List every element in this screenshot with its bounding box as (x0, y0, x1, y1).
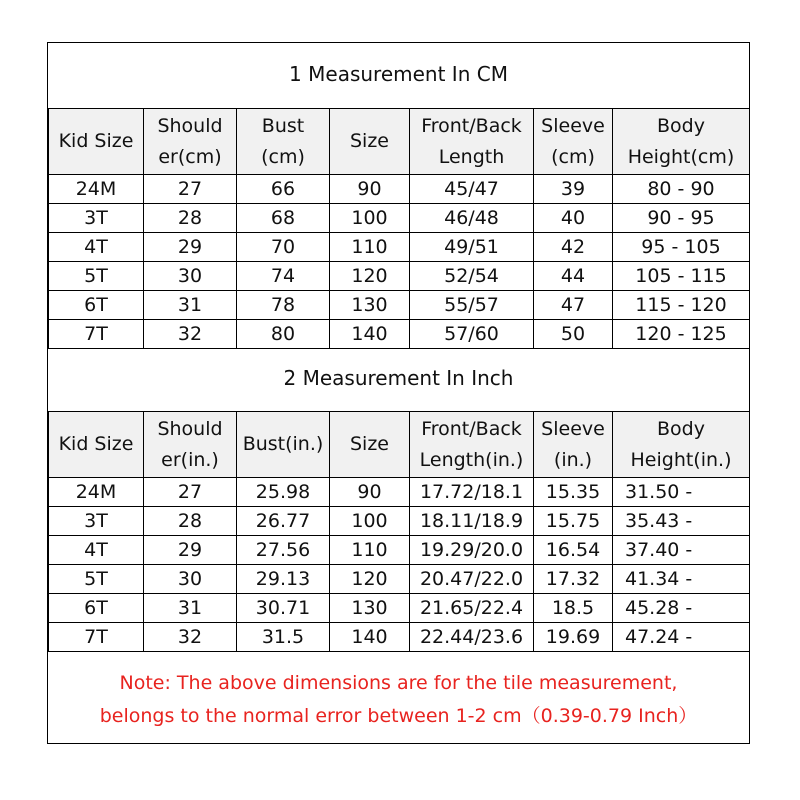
table-cell: 140 (330, 623, 410, 652)
inch-header-text: Size (349, 433, 389, 455)
inch-header-text: er(in.) (161, 448, 219, 471)
table-cell: 31.50 - (613, 478, 750, 507)
table-cell: 80 (237, 320, 330, 349)
table-cell: 47 (534, 291, 613, 320)
table-cell: 5T (49, 262, 144, 291)
cm-header-text: Height(cm) (627, 145, 735, 168)
table-cell: 20.47/22.0 (410, 565, 534, 594)
inch-size-table (48, 411, 750, 652)
table-cell: 29.13 (237, 565, 330, 594)
table-cell: 7T (49, 320, 144, 349)
table-row (49, 565, 750, 594)
table-cell: 90 - 95 (613, 204, 750, 233)
inch-header-text: Kid Size (58, 433, 134, 455)
table-row (49, 291, 750, 320)
table-cell: 19.29/20.0 (410, 536, 534, 565)
table-cell: 120 (330, 565, 410, 594)
table-cell: 47.24 - (613, 623, 750, 652)
table-cell: 45.28 - (613, 594, 750, 623)
cm-header-cell (613, 109, 750, 175)
cm-header-text: (cm) (551, 145, 595, 168)
cm-header-text: Size (349, 130, 389, 152)
table-cell: 66 (237, 175, 330, 204)
table-cell: 115 - 120 (613, 291, 750, 320)
table-cell: 27 (144, 175, 237, 204)
table-cell: 100 (330, 204, 410, 233)
table-cell: 57/60 (410, 320, 534, 349)
table-cell: 17.32 (534, 565, 613, 594)
table-cell: 120 - 125 (613, 320, 750, 349)
table-cell: 6T (49, 291, 144, 320)
note-line-2: belongs to the normal error between 1-2 cm（0.39-0.79 Inch） (99, 705, 698, 727)
table-cell: 100 (330, 507, 410, 536)
inch-table-title: 2 Measurement In Inch (283, 366, 514, 390)
cm-header-text: Kid Size (58, 130, 134, 152)
inch-header-cell (144, 412, 237, 478)
table-row (49, 478, 750, 507)
table-cell: 19.69 (534, 623, 613, 652)
table-cell: 35.43 - (613, 507, 750, 536)
table-cell: 90 (330, 478, 410, 507)
table-row (49, 204, 750, 233)
table-cell: 49/51 (410, 233, 534, 262)
cm-header-text: Length (438, 145, 505, 168)
table-cell: 25.98 (237, 478, 330, 507)
table-row (49, 594, 750, 623)
inch-header-cell (49, 412, 144, 478)
table-cell: 31 (144, 594, 237, 623)
cm-header-row (49, 109, 750, 175)
table-cell: 40 (534, 204, 613, 233)
inch-header-text: Front/Back (421, 417, 522, 440)
table-cell: 28 (144, 204, 237, 233)
table-row (49, 233, 750, 262)
table-cell: 90 (330, 175, 410, 204)
note-line-1: Note: The above dimensions are for the tile measurement, (119, 672, 678, 694)
table-row (49, 623, 750, 652)
table-cell: 41.34 - (613, 565, 750, 594)
inch-header-text: Should (157, 417, 223, 440)
inch-header-text: (in.) (553, 448, 593, 471)
table-cell: 130 (330, 594, 410, 623)
cm-size-table (48, 108, 750, 349)
inch-header-text: Bust(in.) (242, 433, 324, 455)
table-cell: 6T (49, 594, 144, 623)
table-cell: 32 (144, 623, 237, 652)
size-chart (47, 42, 750, 744)
table-cell: 29 (144, 536, 237, 565)
table-cell: 22.44/23.6 (410, 623, 534, 652)
inch-header-text: Body (657, 417, 705, 440)
table-cell: 120 (330, 262, 410, 291)
table-cell: 15.75 (534, 507, 613, 536)
table-cell: 15.35 (534, 478, 613, 507)
cm-header-text: er(cm) (158, 145, 222, 168)
table-cell: 105 - 115 (613, 262, 750, 291)
table-cell: 31.5 (237, 623, 330, 652)
table-cell: 44 (534, 262, 613, 291)
table-cell: 3T (49, 507, 144, 536)
table-cell: 27.56 (237, 536, 330, 565)
table-row (49, 320, 750, 349)
table-cell: 29 (144, 233, 237, 262)
table-cell: 5T (49, 565, 144, 594)
table-cell: 68 (237, 204, 330, 233)
cm-header-cell (330, 109, 410, 175)
table-cell: 18.5 (534, 594, 613, 623)
inch-header-cell (534, 412, 613, 478)
inch-header-cell (613, 412, 750, 478)
table-cell: 110 (330, 233, 410, 262)
table-cell: 80 - 90 (613, 175, 750, 204)
cm-header-cell (410, 109, 534, 175)
table-cell: 140 (330, 320, 410, 349)
table-cell: 21.65/22.4 (410, 594, 534, 623)
measurement-note (48, 667, 749, 733)
cm-header-cell (49, 109, 144, 175)
table-cell: 32 (144, 320, 237, 349)
table-cell: 16.54 (534, 536, 613, 565)
table-cell: 7T (49, 623, 144, 652)
table-cell: 52/54 (410, 262, 534, 291)
cm-header-text: (cm) (261, 145, 305, 168)
table-cell: 3T (49, 204, 144, 233)
cm-header-text: Bust (261, 114, 305, 137)
inch-header-text: Height(in.) (630, 448, 732, 471)
table-cell: 45/47 (410, 175, 534, 204)
table-cell: 18.11/18.9 (410, 507, 534, 536)
table-cell: 74 (237, 262, 330, 291)
table-cell: 130 (330, 291, 410, 320)
table-cell: 30 (144, 565, 237, 594)
cm-header-cell (237, 109, 330, 175)
table-cell: 26.77 (237, 507, 330, 536)
table-cell: 30.71 (237, 594, 330, 623)
inch-header-text: Length(in.) (419, 448, 524, 471)
table-cell: 4T (49, 233, 144, 262)
table-cell: 31 (144, 291, 237, 320)
table-cell: 17.72/18.1 (410, 478, 534, 507)
table-cell: 42 (534, 233, 613, 262)
inch-header-text: Sleeve (541, 417, 605, 440)
table-cell: 4T (49, 536, 144, 565)
table-cell: 46/48 (410, 204, 534, 233)
table-cell: 55/57 (410, 291, 534, 320)
cm-header-text: Body (657, 114, 705, 137)
table-cell: 78 (237, 291, 330, 320)
inch-header-row (49, 412, 750, 478)
table-cell: 37.40 - (613, 536, 750, 565)
cm-header-cell (534, 109, 613, 175)
table-cell: 27 (144, 478, 237, 507)
cm-header-text: Sleeve (541, 114, 605, 137)
cm-table-title: 1 Measurement In CM (289, 62, 508, 86)
table-row (49, 262, 750, 291)
table-row (49, 536, 750, 565)
cm-header-cell (144, 109, 237, 175)
table-cell: 95 - 105 (613, 233, 750, 262)
cm-header-text: Should (157, 114, 223, 137)
table-cell: 50 (534, 320, 613, 349)
table-row (49, 175, 750, 204)
inch-header-cell (330, 412, 410, 478)
cm-header-text: Front/Back (421, 114, 522, 137)
table-cell: 30 (144, 262, 237, 291)
table-cell: 39 (534, 175, 613, 204)
table-cell: 110 (330, 536, 410, 565)
inch-header-cell (410, 412, 534, 478)
table-row (49, 507, 750, 536)
table-cell: 70 (237, 233, 330, 262)
inch-header-cell (237, 412, 330, 478)
table-cell: 28 (144, 507, 237, 536)
table-cell: 24M (49, 175, 144, 204)
table-cell: 24M (49, 478, 144, 507)
